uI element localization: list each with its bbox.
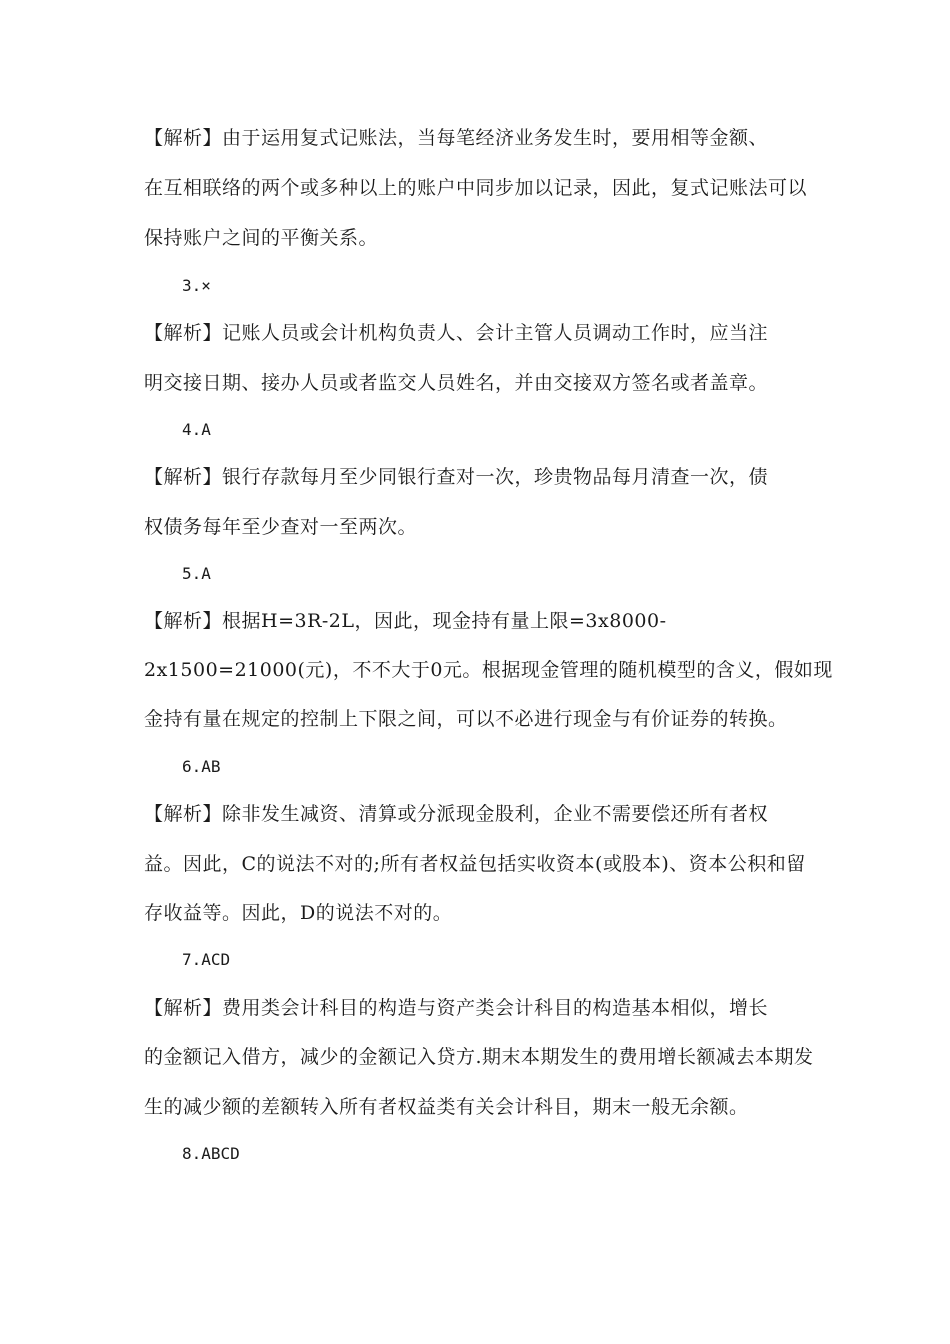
answer-label: 8.ABCD <box>182 1144 240 1163</box>
answer-label: 4.A <box>182 420 211 439</box>
explanation-line: 的金额记入借方，减少的金额记入贷方.期末本期发生的费用增长额减去本期发 <box>144 1046 814 1068</box>
explanation-line: 权债务每年至少查对一至两次。 <box>144 516 418 538</box>
explanation-line: 【解析】除非发生减资、清算或分派现金股利，企业不需要偿还所有者权 <box>144 803 769 825</box>
explanation-line: 【解析】根据H=3R-2L，因此，现金持有量上限=3x8000- <box>144 610 667 632</box>
explanation-line: 益。因此，C的说法不对的;所有者权益包括实收资本(或股本)、资本公积和留 <box>144 853 806 875</box>
answer-label: 7.ACD <box>182 950 231 969</box>
explanation-line: 【解析】记账人员或会计机构负责人、会计主管人员调动工作时，应当注 <box>144 322 769 344</box>
explanation-line: 【解析】由于运用复式记账法，当每笔经济业务发生时，要用相等金额、 <box>144 127 769 149</box>
answer-label: 5.A <box>182 564 211 583</box>
explanation-line: 生的减少额的差额转入所有者权益类有关会计科目，期末一般无余额。 <box>144 1096 749 1118</box>
explanation-line: 保持账户之间的平衡关系。 <box>144 227 379 249</box>
explanation-line: 2x1500=21000(元)，不不大于0元。根据现金管理的随机模型的含义，假如现 <box>144 659 833 681</box>
explanation-line: 金持有量在规定的控制上下限之间，可以不必进行现金与有价证券的转换。 <box>144 708 788 730</box>
answer-label: 3.× <box>182 276 211 295</box>
explanation-line: 在互相联络的两个或多种以上的账户中同步加以记录，因此，复式记账法可以 <box>144 177 808 199</box>
explanation-line: 【解析】费用类会计科目的构造与资产类会计科目的构造基本相似，增长 <box>144 997 769 1019</box>
explanation-line: 存收益等。因此，D的说法不对的。 <box>144 902 453 924</box>
explanation-line: 【解析】银行存款每月至少同银行查对一次，珍贵物品每月清查一次，债 <box>144 466 769 488</box>
explanation-line: 明交接日期、接办人员或者监交人员姓名，并由交接双方签名或者盖章。 <box>144 372 769 394</box>
answer-label: 6.AB <box>182 757 221 776</box>
